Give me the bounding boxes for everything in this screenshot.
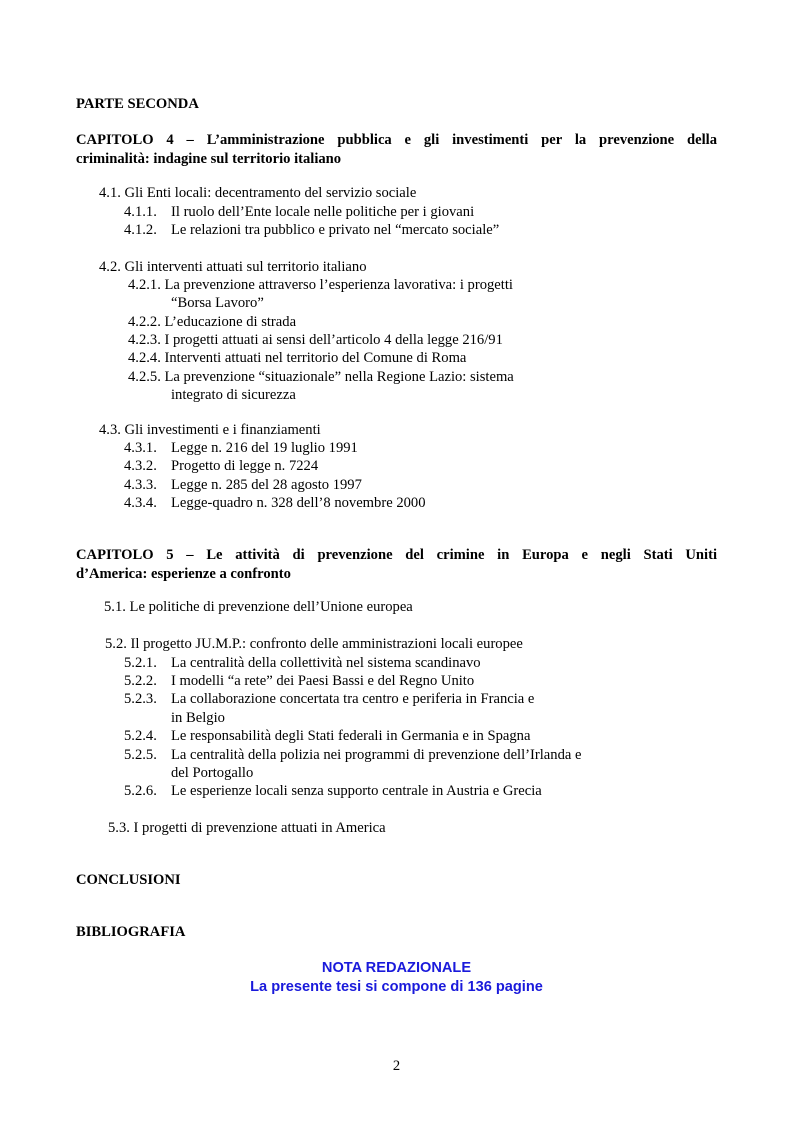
chapter4-title-line2: criminalità: indagine sul territorio italiano [76, 151, 342, 167]
item-5-2-1-text: La centralità della collettività nel sistema scandinavo [171, 655, 481, 671]
item-4-3-1-text: Legge n. 216 del 19 luglio 1991 [171, 440, 358, 456]
item-5-2-3-text: La collaborazione concertata tra centro e periferia in Francia e [171, 691, 535, 707]
page-number: 2 [392, 1058, 401, 1074]
item-4-1-1-text: Il ruolo dell’Ente locale nelle politiche per i giovani [171, 204, 475, 220]
item-4-2-1-line1: 4.2.1. La prevenzione attraverso l’esperienza lavorativa: i progetti [128, 277, 513, 293]
item-4-3-3-text: Legge n. 285 del 28 agosto 1997 [171, 477, 362, 493]
item-4-2-5-line1: 4.2.5. La prevenzione “situazionale” nella Regione Lazio: sistema [128, 369, 514, 385]
item-5-2-6-text: Le esperienze locali senza supporto centrale in Austria e Grecia [171, 783, 542, 799]
conclusions-heading: CONCLUSIONI [76, 872, 181, 888]
item-4-2-4: 4.2.4. Interventi attuati nel territorio del Comune di Roma [128, 350, 467, 366]
item-4-2-2: 4.2.2. L’educazione di strada [128, 314, 297, 330]
item-5-2-5-number: 5.2.5. [124, 747, 157, 763]
item-5-2-1-number: 5.2.1. [124, 655, 157, 671]
item-4-1-2-text: Le relazioni tra pubblico e privato nel “mercato sociale” [171, 222, 500, 238]
item-4-1-1-number: 4.1.1. [124, 204, 157, 220]
item-4-3-4-text: Legge-quadro n. 328 dell’8 novembre 2000 [171, 495, 426, 511]
item-4-3-2-text: Progetto di legge n. 7224 [171, 458, 319, 474]
item-5-2-6-number: 5.2.6. [124, 783, 157, 799]
item-5-2-4-text: Le responsabilità degli Stati federali in Germania e in Spagna [171, 728, 531, 744]
item-5-2-3-number: 5.2.3. [124, 691, 157, 707]
item-5-2-3-continuation: in Belgio [171, 710, 225, 726]
section-5-3: 5.3. I progetti di prevenzione attuati in America [108, 820, 386, 836]
item-4-2-1-line2: “Borsa Lavoro” [171, 295, 264, 311]
item-4-3-1-number: 4.3.1. [124, 440, 157, 456]
section-4-3-title: 4.3. Gli investimenti e i finanziamenti [99, 422, 321, 438]
item-5-2-5-text: La centralità della polizia nei programmi di prevenzione dell’Irlanda e [171, 747, 582, 763]
editorial-note-text: La presente tesi si compone di 136 pagine [250, 979, 543, 995]
item-4-3-3-number: 4.3.3. [124, 477, 157, 493]
item-4-3-2-number: 4.3.2. [124, 458, 157, 474]
chapter5-title-line2: d’America: esperienze a confronto [76, 566, 291, 582]
item-4-1-2-number: 4.1.2. [124, 222, 157, 238]
bibliography-heading: BIBLIOGRAFIA [76, 924, 186, 940]
item-5-2-2-number: 5.2.2. [124, 673, 157, 689]
item-4-3-4-number: 4.3.4. [124, 495, 157, 511]
item-4-2-3: 4.2.3. I progetti attuati ai sensi dell’articolo 4 della legge 216/91 [128, 332, 503, 348]
chapter4-title-line1: CAPITOLO 4 – L’amministrazione pubblica e gli investimenti per la prevenzione della [76, 132, 717, 148]
section-5-2-title: 5.2. Il progetto JU.M.P.: confronto delle amministrazioni locali europee [105, 636, 523, 652]
section-4-2-title: 4.2. Gli interventi attuati sul territorio italiano [99, 259, 367, 275]
item-5-2-5-continuation: del Portogallo [171, 765, 254, 781]
section-4-1-title: 4.1. Gli Enti locali: decentramento del servizio sociale [99, 185, 417, 201]
item-5-2-2-text: I modelli “a rete” dei Paesi Bassi e del Regno Unito [171, 673, 475, 689]
section-5-1: 5.1. Le politiche di prevenzione dell’Unione europea [104, 599, 413, 615]
chapter5-title-line1: CAPITOLO 5 – Le attività di prevenzione del crimine in Europa e negli Stati Uniti [76, 547, 717, 563]
editorial-note-title: NOTA REDAZIONALE [321, 960, 472, 976]
item-4-2-5-line2: integrato di sicurezza [171, 387, 296, 403]
item-5-2-4-number: 5.2.4. [124, 728, 157, 744]
part-title: PARTE SECONDA [76, 96, 199, 112]
